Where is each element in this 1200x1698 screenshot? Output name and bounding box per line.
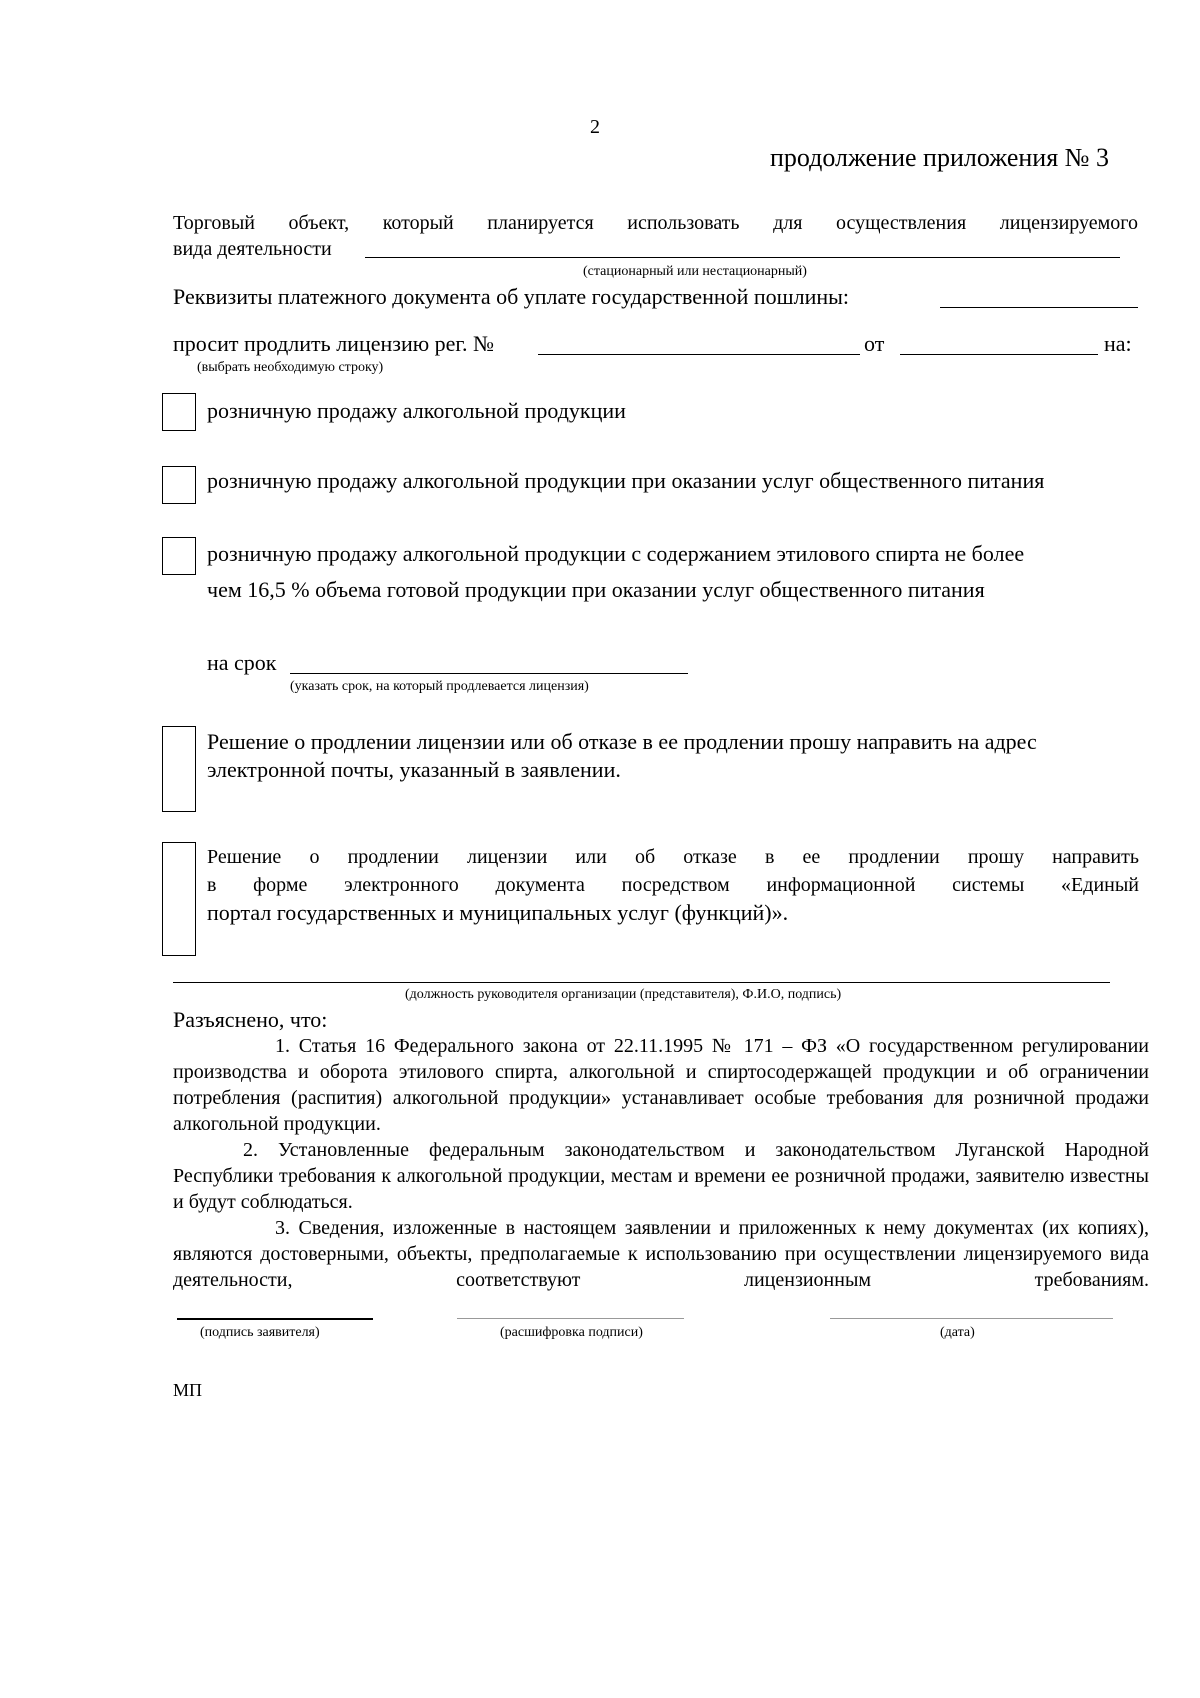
decision-portal-line3: портал государственных и муниципальных услуг (функций)». bbox=[207, 900, 789, 925]
option-retail-label: розничную продажу алкогольной продукции bbox=[207, 398, 626, 423]
license-date-field[interactable] bbox=[900, 354, 1098, 355]
payment-field[interactable] bbox=[940, 307, 1138, 308]
decision-portal-line2: в форме электронного документа посредством информационной системы «Единый bbox=[207, 874, 1139, 896]
decision-portal-checkbox[interactable] bbox=[162, 842, 196, 956]
explained-paragraph-1: 1. Статья 16 Федерального закона от 22.11.1995 № 171 – ФЗ «О государственном регулировании производства и оборота этилового спирта, алкогольной и спиртосодержащей продукции и об ограничении потребления (распития) алкогольной продукции» устанавливает особые требования для розничной продажи алкогольной продукции. bbox=[173, 1035, 1149, 1135]
representative-signature-field[interactable] bbox=[173, 982, 1110, 983]
term-hint: (указать срок, на который продлевается лицензия) bbox=[290, 679, 589, 694]
decision-portal-line1: Решение о продлении лицензии или об отказе в ее продлении прошу направить bbox=[207, 846, 1139, 868]
representative-signature-hint: (должность руководителя организации (представителя), Ф.И.О, подпись) bbox=[405, 987, 842, 1002]
option-catering-checkbox[interactable] bbox=[162, 466, 196, 504]
extend-hint: (выбрать необходимую строку) bbox=[197, 360, 384, 375]
applicant-signature-field[interactable] bbox=[177, 1318, 373, 1320]
on-label: на: bbox=[1104, 331, 1132, 356]
extend-label: просит продлить лицензию рег. № bbox=[173, 331, 494, 356]
option-catering-label: розничную продажу алкогольной продукции при оказании услуг общественного питания bbox=[207, 468, 1045, 493]
term-field[interactable] bbox=[290, 673, 688, 674]
license-number-field[interactable] bbox=[538, 354, 860, 355]
date-field[interactable] bbox=[830, 1318, 1113, 1319]
term-label: на срок bbox=[207, 650, 277, 675]
option-low-alcohol-checkbox[interactable] bbox=[162, 537, 196, 575]
decision-email-line2: электронной почты, указанный в заявлении. bbox=[207, 757, 621, 782]
trade-object-line2: вида деятельности bbox=[173, 238, 332, 260]
trade-object-line1: Торговый объект, который планируется использовать для осуществления лицензируемого bbox=[173, 212, 1138, 234]
applicant-signature-hint: (подпись заявителя) bbox=[200, 1325, 320, 1340]
explained-title: Разъяснено, что: bbox=[173, 1007, 328, 1032]
from-label: от bbox=[864, 331, 885, 356]
signature-decoding-field[interactable] bbox=[457, 1318, 684, 1319]
trade-object-hint: (стационарный или нестационарный) bbox=[583, 264, 807, 279]
date-hint: (дата) bbox=[940, 1325, 975, 1340]
stamp-label: МП bbox=[173, 1380, 203, 1400]
explained-paragraph-3: 3. Сведения, изложенные в настоящем заявлении и приложенных к нему документах (их копиях), являются достоверными, объекты, предполагаемые к использованию при осуществлении лицензируемого вида деятельности, соответствуют лицензионным требованиям. bbox=[173, 1217, 1149, 1291]
trade-object-field[interactable] bbox=[365, 257, 1120, 258]
decision-email-line1: Решение о продлении лицензии или об отказе в ее продлении прошу направить на адрес bbox=[207, 729, 1037, 754]
option-low-alcohol-line2: чем 16,5 % объема готовой продукции при оказании услуг общественного питания bbox=[207, 577, 985, 602]
page-number: 2 bbox=[590, 116, 600, 138]
explained-paragraph-2: 2. Установленные федеральным законодательством и законодательством Луганской Народной Республики требования к алкогольной продукции, местам и времени ее розничной продажи, заявителю известны и будут соблюдаться. bbox=[173, 1139, 1149, 1213]
option-retail-checkbox[interactable] bbox=[162, 393, 196, 431]
signature-decoding-hint: (расшифровка подписи) bbox=[500, 1325, 643, 1340]
appendix-header: продолжение приложения № 3 bbox=[770, 143, 1109, 172]
option-low-alcohol-line1: розничную продажу алкогольной продукции с содержанием этилового спирта не более bbox=[207, 541, 1025, 566]
decision-email-checkbox[interactable] bbox=[162, 726, 196, 812]
payment-label: Реквизиты платежного документа об уплате государственной пошлины: bbox=[173, 284, 850, 309]
